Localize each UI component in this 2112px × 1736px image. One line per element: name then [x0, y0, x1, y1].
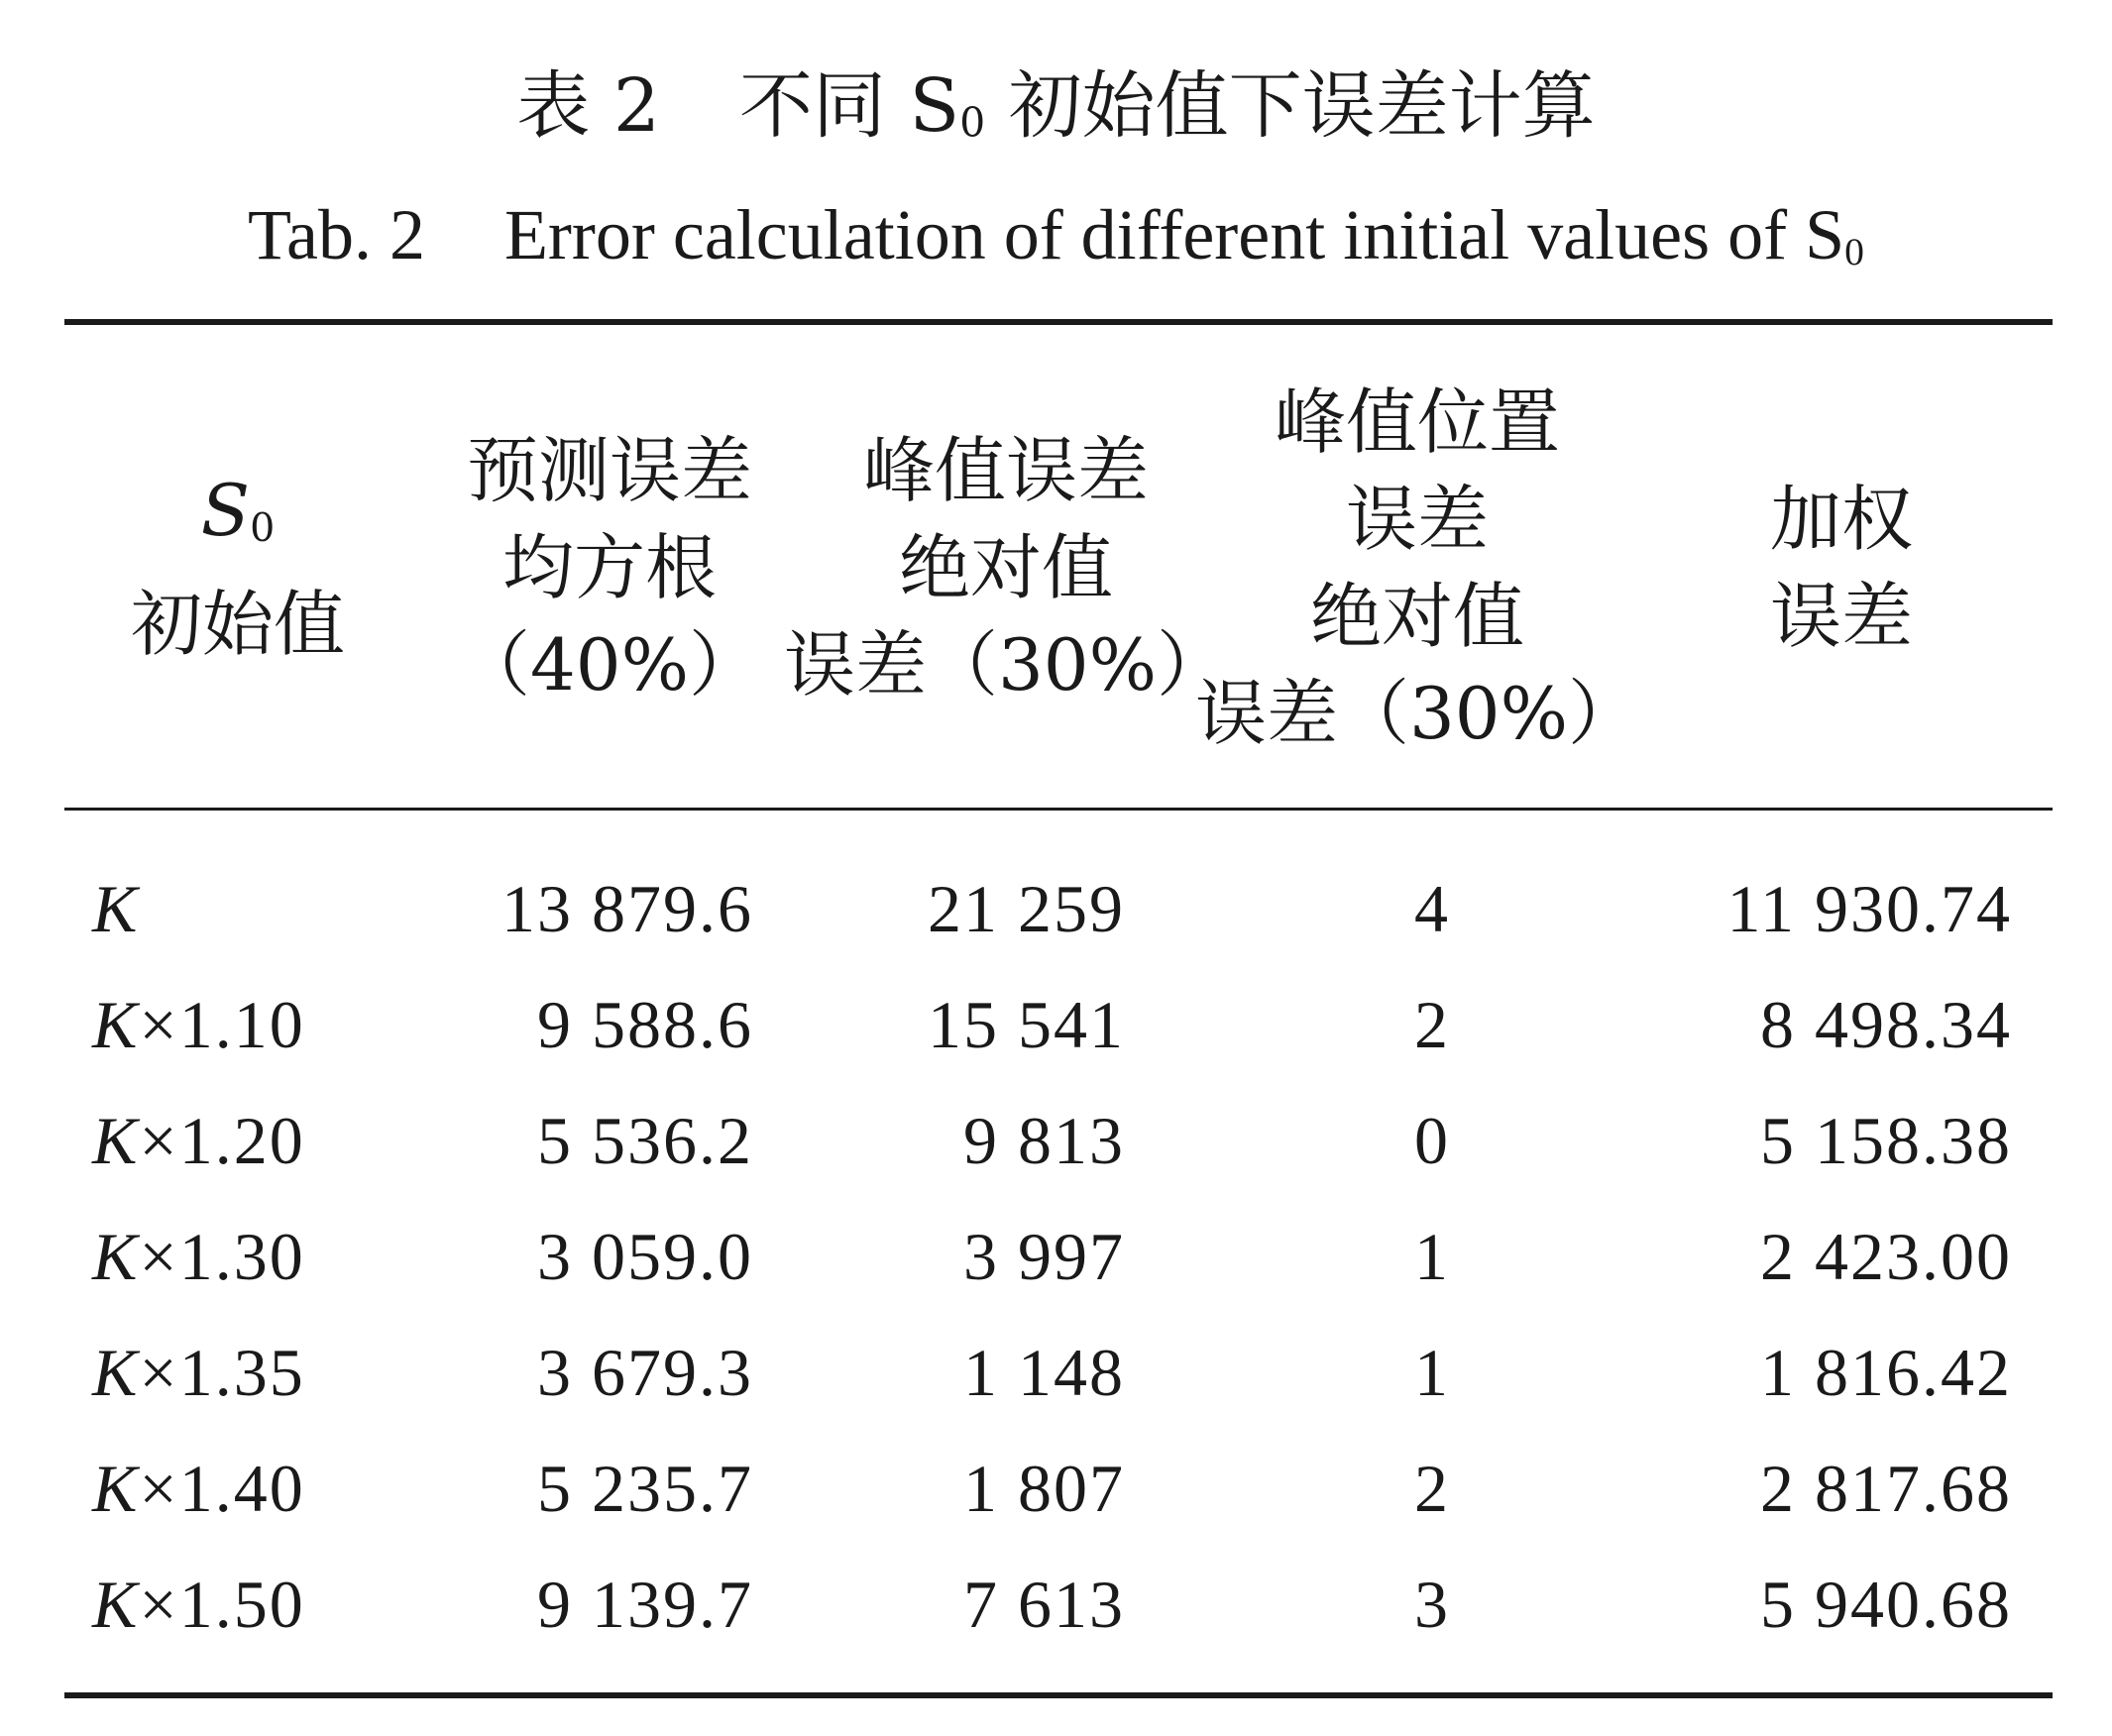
cell-rmse: 13 879.6 — [501, 871, 753, 946]
cell-weighted-error: 2 423.00 — [1760, 1219, 2012, 1294]
cell-factor: ×1.50 — [139, 1567, 305, 1642]
table-row — [0, 1546, 2112, 1663]
table-top-rule — [64, 319, 2053, 325]
cell-k: K — [92, 987, 140, 1062]
header-pos-line-4: 误差（30%） — [1194, 671, 1640, 755]
table-row — [0, 850, 2112, 967]
header-peak-error — [783, 327, 1229, 808]
table-row — [0, 1082, 2112, 1199]
cell-peak-error: 9 813 — [963, 1103, 1125, 1178]
cell-factor: ×1.40 — [139, 1451, 305, 1526]
header-pos-line-2: 误差 — [1345, 477, 1489, 561]
header-weighted-line-2: 误差 — [1769, 574, 1913, 658]
cell-peak-error: 15 541 — [928, 987, 1125, 1062]
cell-s0 — [92, 1546, 419, 1663]
cell-rmse: 3 059.0 — [537, 1219, 753, 1294]
table-caption-cn — [0, 61, 2112, 167]
cell-position-error: 3 — [1414, 1567, 1450, 1642]
cell-k: K — [92, 871, 140, 946]
cell-position-error: 1 — [1414, 1219, 1450, 1294]
table-row — [0, 1198, 2112, 1315]
cell-position-error: 4 — [1414, 871, 1450, 946]
header-s0-label: 初始值 — [130, 583, 345, 667]
header-s0-s: S — [200, 468, 251, 552]
cell-k: K — [92, 1219, 140, 1294]
header-rmse-line-3: （40%） — [458, 622, 761, 706]
cell-position-error: 1 — [1414, 1335, 1450, 1410]
header-pos-line-1: 峰值位置 — [1274, 380, 1560, 464]
header-s0-sub: 0 — [250, 504, 276, 551]
cell-weighted-error: 1 816.42 — [1760, 1335, 2012, 1410]
cell-factor: ×1.10 — [139, 987, 305, 1062]
caption-cn-pre: 不同 S — [738, 63, 960, 149]
caption-cn-sub: 0 — [959, 99, 986, 148]
cell-rmse: 9 588.6 — [537, 987, 753, 1062]
cell-k: K — [92, 1451, 140, 1526]
caption-en-sub: 0 — [1844, 229, 1864, 273]
cell-rmse: 5 235.7 — [537, 1451, 753, 1526]
cell-position-error: 2 — [1414, 1451, 1450, 1526]
cell-rmse: 5 536.2 — [537, 1103, 753, 1178]
table-row — [0, 1314, 2112, 1431]
header-rmse-line-2: 均方根 — [501, 525, 717, 609]
caption-cn-label: 表 2 — [516, 63, 660, 149]
cell-position-error: 0 — [1414, 1103, 1450, 1178]
caption-en-pre: Error calculation of different initial values of S — [503, 195, 1845, 274]
cell-factor: ×1.35 — [139, 1335, 305, 1410]
header-s0-initial-value — [64, 327, 411, 808]
cell-k: K — [92, 1103, 140, 1178]
cell-s0 — [92, 1198, 419, 1315]
cell-rmse: 9 139.7 — [537, 1567, 753, 1642]
cell-rmse: 3 679.3 — [537, 1335, 753, 1410]
header-peak-position-error — [1194, 327, 1640, 808]
cell-weighted-error: 5 940.68 — [1760, 1567, 2012, 1642]
cell-position-error: 2 — [1414, 987, 1450, 1062]
cell-s0 — [92, 850, 419, 967]
cell-k: K — [92, 1335, 140, 1410]
header-peak-line-2: 绝对值 — [898, 525, 1113, 609]
cell-factor: ×1.30 — [139, 1219, 305, 1294]
cell-s0 — [92, 1314, 419, 1431]
header-weighted-line-1: 加权 — [1769, 477, 1913, 561]
cell-k: K — [92, 1567, 140, 1642]
header-peak-line-3: 误差（30%） — [783, 622, 1229, 706]
cell-weighted-error: 2 817.68 — [1760, 1451, 2012, 1526]
header-s0-symbol — [201, 462, 276, 577]
cell-peak-error: 7 613 — [963, 1567, 1125, 1642]
header-peak-line-1: 峰值误差 — [862, 428, 1149, 512]
cell-weighted-error: 8 498.34 — [1760, 987, 2012, 1062]
table-caption-en — [0, 190, 2112, 296]
cell-s0 — [92, 1082, 419, 1199]
table-row — [0, 966, 2112, 1083]
cell-s0 — [92, 966, 419, 1083]
cell-s0 — [92, 1430, 419, 1547]
header-weighted-error — [1630, 327, 2053, 808]
caption-en-label: Tab. 2 — [248, 195, 425, 274]
cell-weighted-error: 11 930.74 — [1726, 871, 2012, 946]
cell-peak-error: 3 997 — [963, 1219, 1125, 1294]
cell-weighted-error: 5 158.38 — [1760, 1103, 2012, 1178]
cell-peak-error: 21 259 — [928, 871, 1125, 946]
header-rmse — [411, 327, 808, 808]
cell-factor: ×1.20 — [139, 1103, 305, 1178]
header-rmse-line-1: 预测误差 — [466, 428, 752, 512]
caption-cn-post: 初始值下误差计算 — [985, 63, 1596, 149]
table-row — [0, 1430, 2112, 1547]
table-header-rule — [64, 808, 2053, 811]
header-pos-line-3: 绝对值 — [1309, 574, 1524, 658]
table-bottom-rule — [64, 1692, 2053, 1698]
cell-peak-error: 1 807 — [963, 1451, 1125, 1526]
cell-peak-error: 1 148 — [963, 1335, 1125, 1410]
